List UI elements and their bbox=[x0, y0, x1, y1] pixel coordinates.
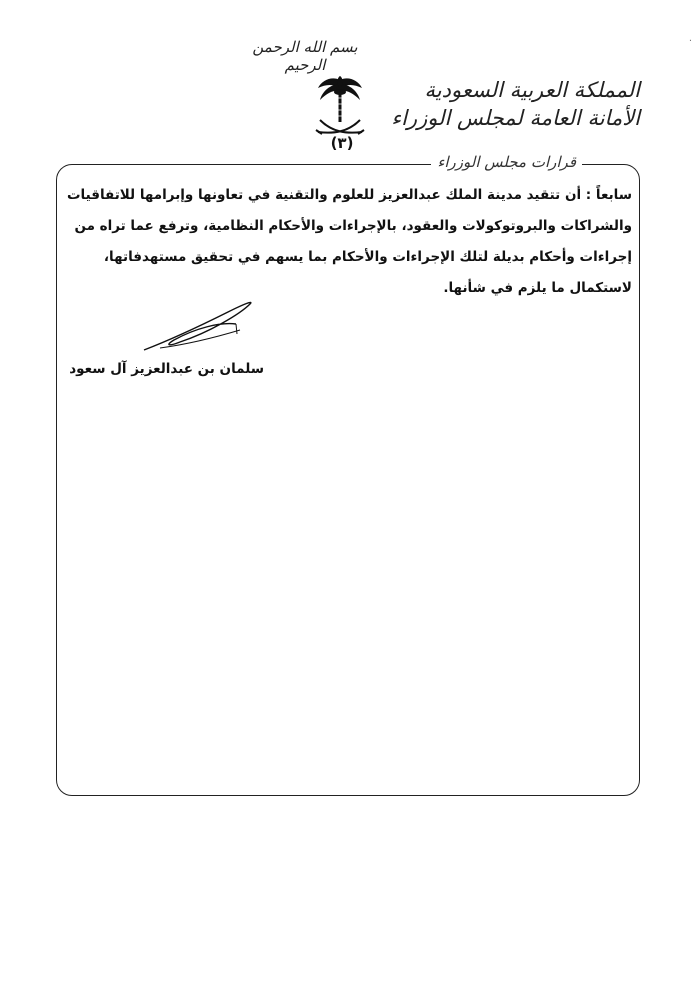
basmala: بسم الله الرحمن الرحيم bbox=[252, 38, 358, 74]
secretariat-name: الأمانة العامة لمجلس الوزراء bbox=[391, 106, 640, 130]
signer-name: سلمان بن عبدالعزيز آل سعود bbox=[69, 361, 264, 377]
handwritten-signature-icon bbox=[140, 296, 280, 356]
decision-line: والشراكات والبروتوكولات والعقود، بالإجراءات والأحكام النظامية، وترفع عما تراه من bbox=[74, 218, 632, 234]
letterhead bbox=[391, 76, 640, 132]
decision-text bbox=[64, 180, 632, 304]
decision-line: لاستكمال ما يلزم في شأنها. bbox=[443, 280, 632, 296]
kingdom-name: المملكة العربية السعودية bbox=[424, 78, 640, 102]
decision-line: سابعاً : أن تتقيد مدينة الملك عبدالعزيز للعلوم والتقنية في تعاونها وإبرامها للاتفاقيات bbox=[66, 187, 632, 203]
decision-line: إجراءات وأحكام بديلة لتلك الإجراءات والأحكام بما يسهم في تحقيق مستهدفاتها، bbox=[103, 249, 632, 265]
page-number: (٣) bbox=[330, 134, 354, 152]
frame-label: قرارات مجلس الوزراء bbox=[431, 153, 582, 171]
scan-mark: · bbox=[688, 36, 692, 47]
